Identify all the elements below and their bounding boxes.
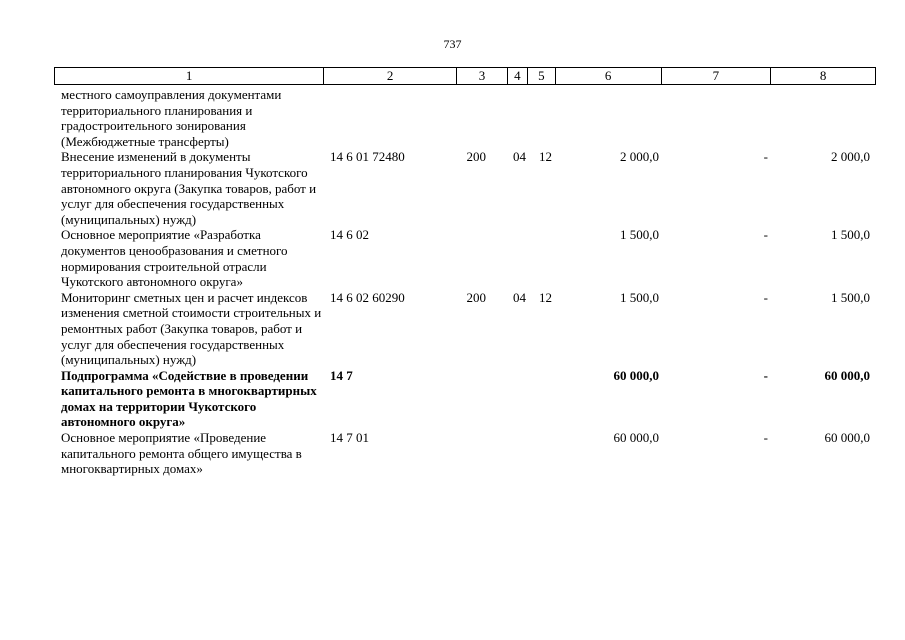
row-name: Мониторинг сметных цен и расчет индексов изменения сметной стоимости строительных и ремонтных работ (Закупка товаров, работ и услуг для обеспечения государственных (муниципальных) нужд)	[61, 289, 322, 368]
row-value-6: 60 000,0	[613, 430, 659, 446]
row-value-6: 2 000,0	[620, 149, 659, 165]
row-vr: 200	[466, 149, 486, 165]
row-vr	[457, 430, 508, 477]
row-value-8: 1 500,0	[831, 227, 870, 243]
row-rz: 04	[513, 289, 526, 305]
row-name: Основное мероприятие «Проведение капитального ремонта общего имущества в многоквартирных домах»	[61, 430, 302, 477]
row-value-8	[772, 87, 876, 149]
row-value-6: 1 500,0	[620, 289, 659, 305]
row-name: Подпрограмма «Содействие в проведении капитального ремонта в многоквартирных домах на территории Чукотского автономного округа»	[61, 367, 317, 430]
row-value-7: -	[763, 430, 768, 446]
column-header-5: 5	[528, 68, 556, 84]
column-header-4: 4	[508, 68, 528, 84]
table-body	[54, 87, 876, 477]
column-header-8: 8	[819, 68, 827, 83]
column-header-1: 1	[55, 68, 324, 84]
row-vr	[457, 227, 508, 289]
table-row	[54, 149, 876, 227]
row-pr	[528, 87, 556, 149]
table-row	[54, 87, 876, 149]
row-value-8: 1 500,0	[831, 289, 870, 305]
row-pr	[528, 227, 556, 289]
page-number: 737	[443, 37, 462, 51]
row-code	[324, 87, 457, 149]
row-code: 14 6 01 72480	[330, 149, 405, 165]
row-vr: 200	[466, 289, 486, 305]
row-rz: 04	[513, 149, 526, 165]
row-value-7: -	[763, 227, 768, 243]
row-name: Внесение изменений в документы территориального планирования Чукотского автономного округа (Закупка товаров, работ и услуг для обеспечения государственных (муниципальных) нужд)	[61, 149, 317, 227]
row-vr	[457, 368, 508, 430]
row-value-6: 1 500,0	[620, 227, 659, 243]
row-code: 14 7 01	[330, 430, 369, 446]
row-pr	[528, 368, 556, 430]
row-code: 14 7	[330, 367, 353, 383]
table-row	[54, 290, 876, 368]
column-header-7: 7	[662, 68, 772, 84]
table-row	[54, 227, 876, 289]
row-name: местного самоуправления документами территориального планирования и градостроительного зонирования (Межбюджетные трансферты)	[61, 87, 282, 149]
table-header-row	[54, 67, 876, 85]
row-value-8: 2 000,0	[831, 149, 870, 165]
row-value-7: -	[763, 289, 768, 305]
row-rz	[508, 227, 528, 289]
column-header-2: 2	[324, 68, 457, 84]
row-rz	[508, 87, 528, 149]
row-value-7	[662, 87, 772, 149]
row-pr: 12	[539, 289, 552, 305]
row-value-8: 60 000,0	[824, 367, 870, 383]
row-rz	[508, 368, 528, 430]
row-rz	[508, 430, 528, 477]
row-pr	[528, 430, 556, 477]
row-value-7: -	[763, 149, 768, 165]
row-value-8: 60 000,0	[824, 430, 870, 446]
row-value-6: 60 000,0	[613, 367, 659, 383]
column-header-3: 3	[457, 68, 508, 84]
table-row	[54, 430, 876, 477]
row-value-6	[556, 87, 662, 149]
column-header-6: 6	[556, 68, 662, 84]
row-code: 14 6 02	[330, 227, 369, 243]
row-code: 14 6 02 60290	[330, 289, 405, 305]
row-pr: 12	[539, 149, 552, 165]
table-row-subprogram	[54, 368, 876, 430]
row-name: Основное мероприятие «Разработка документов ценообразования и сметного нормирования строительной отрасли Чукотского автономного округа»	[61, 227, 288, 290]
row-value-7: -	[763, 367, 768, 383]
row-vr	[457, 87, 508, 149]
